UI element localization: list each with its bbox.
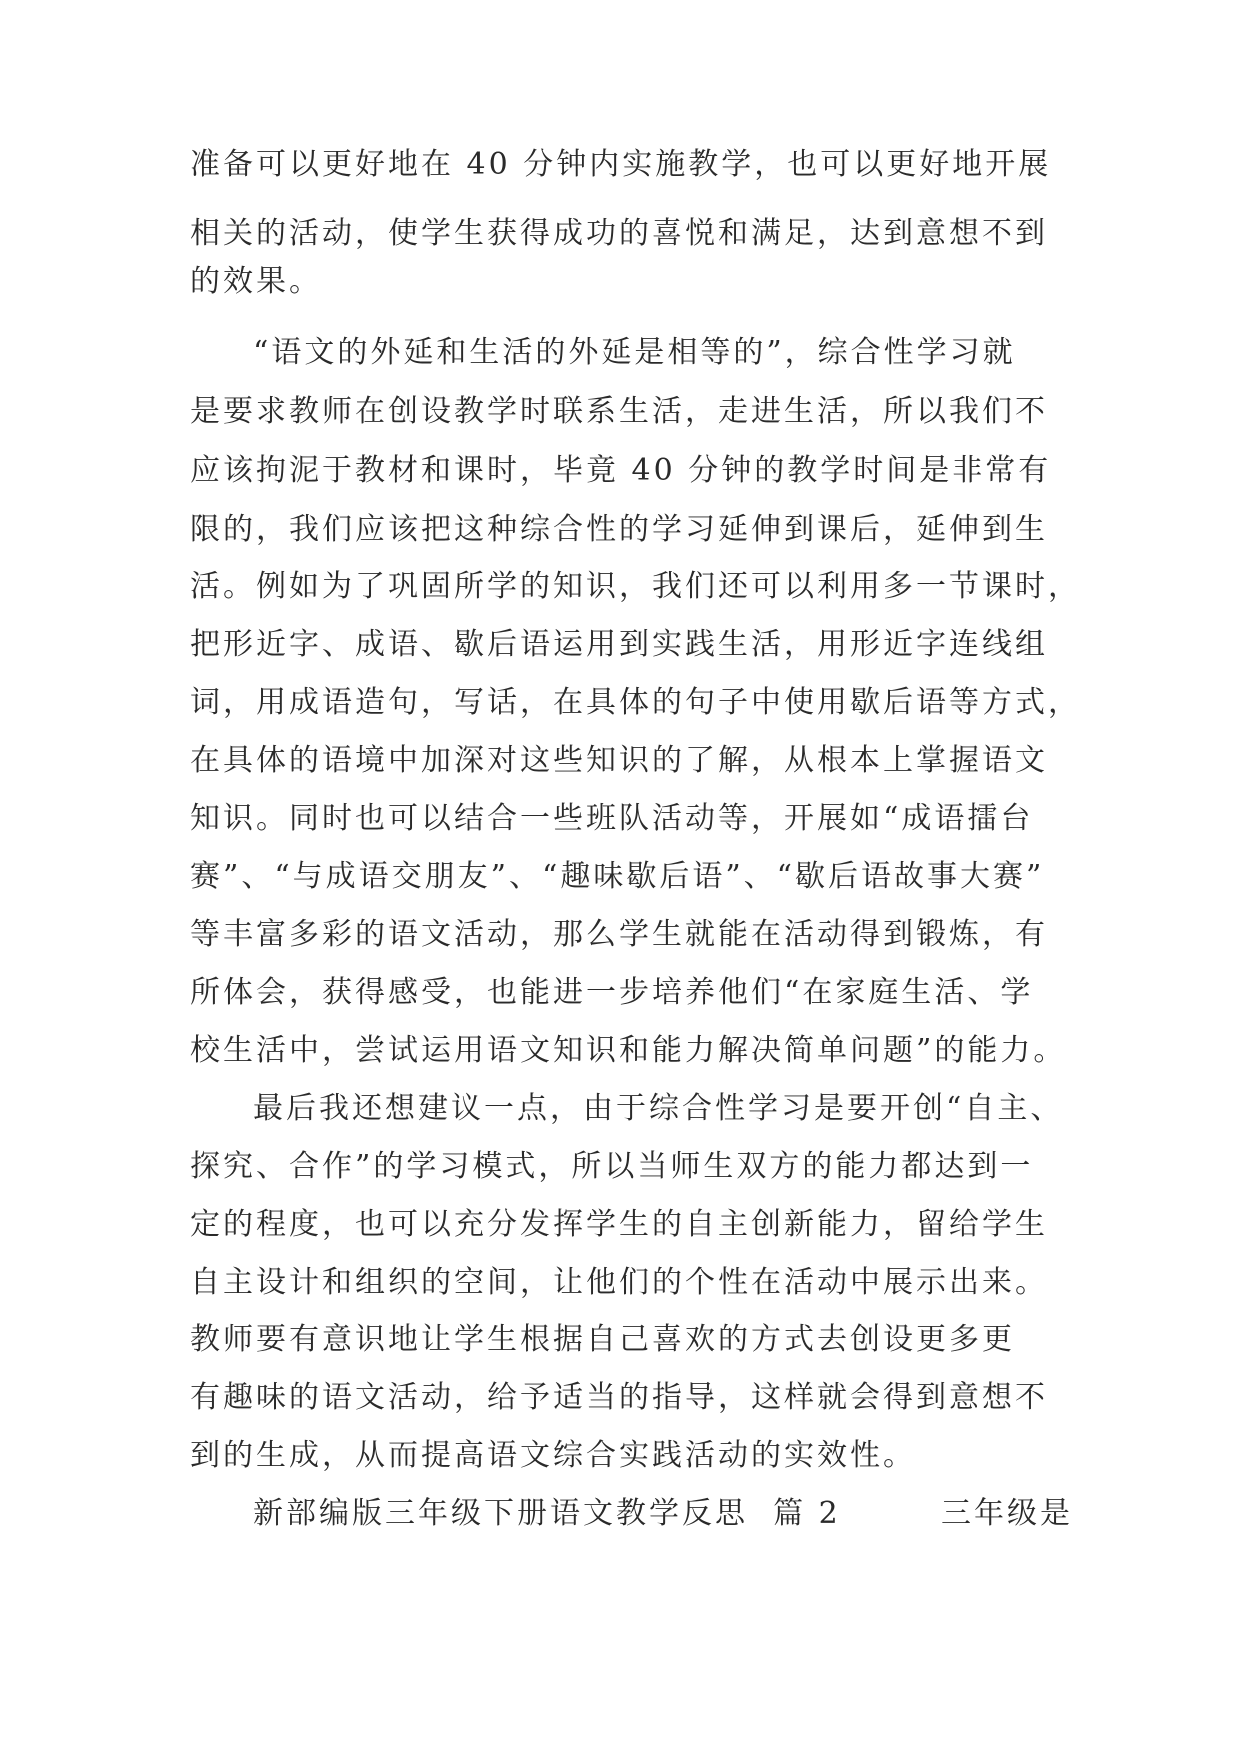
text-line: 自主设计和组织的空间，让他们的个性在活动中展示出来。 (190, 1265, 1048, 1300)
text-line: 赛”、“与成语交朋友”、“趣味歇后语”、“歇后语故事大赛” (190, 859, 1045, 894)
text-line: 活。例如为了巩固所学的知识，我们还可以利用多一节课时， (190, 569, 1081, 604)
text-line: 校生活中，尝试运用语文知识和能力解决简单问题”的能力。 (190, 1033, 1067, 1068)
text-line: 准备可以更好地在 40 分钟内实施教学，也可以更好地开展 (190, 147, 1052, 182)
text-line: 的效果。 (190, 264, 322, 299)
text-line: 应该拘泥于教材和课时，毕竟 40 分钟的教学时间是非常有 (190, 453, 1052, 488)
text-line: 定的程度，也可以充分发挥学生的自主创新能力，留给学生 (190, 1207, 1048, 1242)
text-line: 在具体的语境中加深对这些知识的了解，从根本上掌握语文 (190, 743, 1048, 778)
text-line: 新部编版三年级下册语文教学反思 篇 2 三年级是 (253, 1496, 1073, 1531)
text-line: 限的，我们应该把这种综合性的学习延伸到课后，延伸到生 (190, 512, 1048, 547)
text-line: 有趣味的语文活动，给予适当的指导，这样就会得到意想不 (190, 1380, 1048, 1415)
text-line: 等丰富多彩的语文活动，那么学生就能在活动得到锻炼，有 (190, 917, 1048, 952)
text-line: 相关的活动，使学生获得成功的喜悦和满足，达到意想不到 (190, 216, 1048, 251)
text-line: 教师要有意识地让学生根据自己喜欢的方式去创设更多更 (190, 1322, 1015, 1357)
text-line: 是要求教师在创设教学时联系生活，走进生活，所以我们不 (190, 394, 1048, 429)
text-line: 最后我还想建议一点，由于综合性学习是要开创“自主、 (253, 1091, 1064, 1126)
text-line: 所体会，获得感受，也能进一步培养他们“在家庭生活、学 (190, 975, 1034, 1010)
text-line: 知识。同时也可以结合一些班队活动等，开展如“成语擂台 (190, 801, 1034, 836)
text-line: 把形近字、成语、歇后语运用到实践生活，用形近字连线组 (190, 627, 1048, 662)
text-line: “语文的外延和生活的外延是相等的”，综合性学习就 (253, 335, 1016, 370)
text-line: 词，用成语造句，写话，在具体的句子中使用歇后语等方式， (190, 685, 1081, 720)
text-line: 到的生成，从而提高语文综合实践活动的实效性。 (190, 1438, 916, 1473)
text-line: 探究、合作”的学习模式，所以当师生双方的能力都达到一 (190, 1149, 1034, 1184)
